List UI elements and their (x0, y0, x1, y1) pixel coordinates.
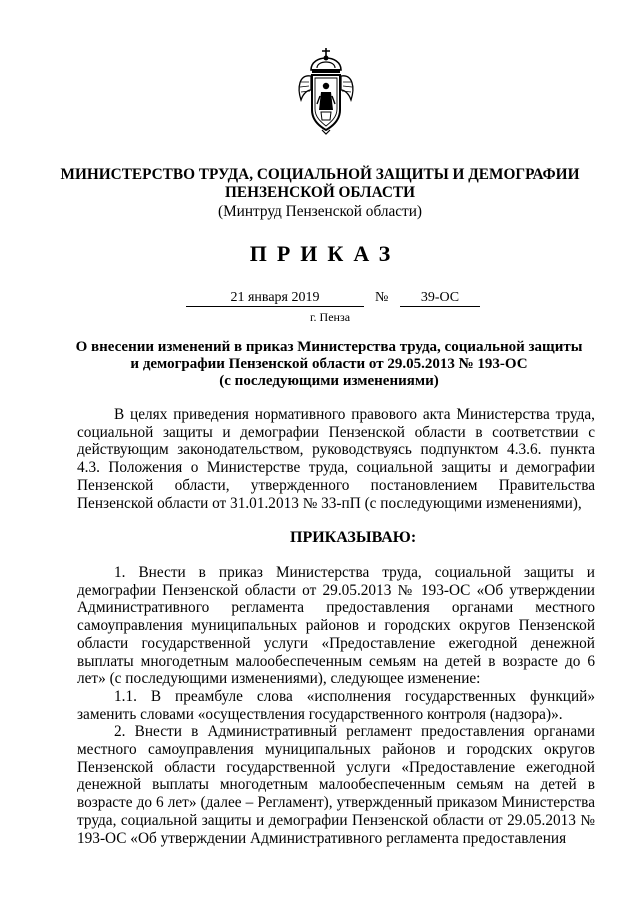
coat-of-arms-emblem (295, 44, 357, 136)
ministry-name-line-2: ПЕНЗЕНСКОЙ ОБЛАСТИ (224, 184, 416, 201)
order-item-2: 2. Внести в Административный регламент предоставления органами местного самоуправления муниципальных районов и городских округов Пензенской области государственной услуги «Предоставление ежегодной денежной выплаты многодетным малообеспеченным семьям на детей в возрасте до 6 лет» (далее – Регламент), утвержденный приказом Министерства труда, социальной защиты и демографии Пензенской области от 29.05.2013 № 193-ОС «Об утверждении Административного регламента предоставления (77, 723, 595, 847)
document-subject (66, 339, 592, 390)
ministry-short-name: (Минтруд Пензенской области) (217, 203, 423, 220)
ministry-name (40, 166, 600, 202)
order-items-section (77, 564, 595, 847)
ministry-name-line-1: МИНИСТЕРСТВО ТРУДА, СОЦИАЛЬНОЙ ЗАЩИТЫ И ДЕМОГРАФИИ (60, 166, 580, 183)
order-item-1-1: 1.1. В преамбуле слова «исполнения государственных функций» заменить словами «осуществления государственного контроля (надзора)». (77, 687, 595, 723)
subject-line-2: и демографии Пензенской области от 29.05.2013 № 193-ОС (130, 356, 528, 372)
order-item-1: 1. Внести в приказ Министерства труда, социальной защиты и демографии Пензенской области от 29.05.2013 № 193-ОС «Об утверждении Административного регламента предоставления органами местного самоуправления муниципальных районов и городских округов Пензенской области государственной услуги «Предоставление ежегодной денежной выплаты многодетным малообеспеченным семьям на детей в возрасте до 6 лет» (с последующими изменениями), следующее изменение: (77, 564, 595, 688)
preamble-section (77, 406, 595, 512)
document-type-title: ПРИКАЗ (249, 241, 401, 266)
document-city: г. Пенза (309, 310, 351, 324)
order-heading: ПРИКАЗЫВАЮ: (290, 529, 417, 546)
document-date: 21 января 2019 (186, 290, 364, 307)
subject-line-3: (с последующими изменениями) (219, 373, 439, 389)
subject-line-1: О внесении изменений в приказ Министерства труда, социальной защиты (75, 339, 583, 355)
document-number: 39-ОС (400, 290, 480, 307)
preamble-paragraph: В целях приведения нормативного правового акта Министерства труда, социальной защиты и демографии Пензенской области в соответствии с действующим законодательством, руководствуясь подпунктом 4.3.6. пункта 4.3. Положения о Министерстве труда, социальной защиты и демографии Пензенской области, утвержденного постановлением Правительства Пензенской области от 31.01.2013 № 33-пП (с последующими изменениями), (77, 406, 595, 512)
number-sign: № (375, 290, 389, 305)
